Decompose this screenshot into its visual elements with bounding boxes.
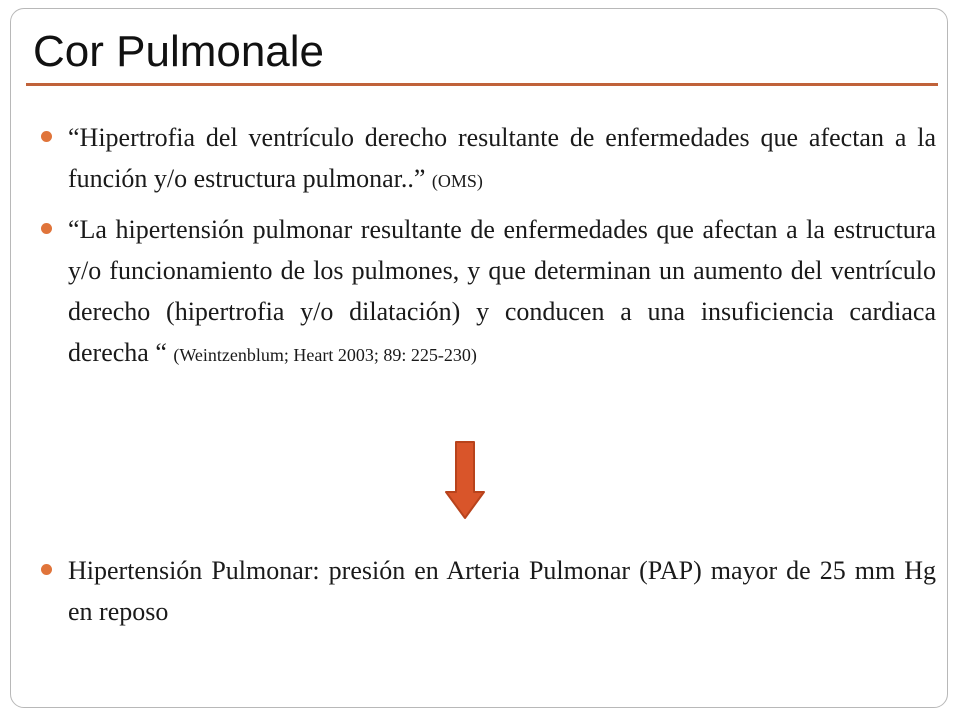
bullet-text: “La hipertensión pulmonar resultante de enfermedades que afectan a la estructura y/o funcionamiento de los pulmones, y que determinan un aumento del ventrículo derecho (hipertrofia y/o dilatación) y conducen a una insuficiencia cardiaca derecha “ <box>68 215 936 367</box>
bullet-dot <box>41 564 52 575</box>
bullet-citation: (Weintzenblum; Heart 2003; 89: 225-230) <box>173 345 477 365</box>
bullet-weitzenblum-definition <box>68 209 936 376</box>
down-arrow-icon <box>444 440 486 520</box>
bullet-pulmonary-hypertension <box>68 550 936 632</box>
bullet-citation: (OMS) <box>431 171 483 191</box>
bullet-dot <box>41 131 52 142</box>
slide-title: Cor Pulmonale <box>33 27 325 76</box>
bullet-text: Hipertensión Pulmonar: presión en Arteria Pulmonar (PAP) mayor de 25 mm Hg en reposo <box>68 556 936 626</box>
bullet-text: “Hipertrofia del ventrículo derecho resultante de enfermedades que afectan a la función y/o estructura pulmonar..” <box>68 123 936 193</box>
title-underline <box>26 83 938 86</box>
bullet-dot <box>41 223 52 234</box>
down-arrow-shape <box>446 442 484 518</box>
bullet-oms-definition <box>68 117 936 202</box>
